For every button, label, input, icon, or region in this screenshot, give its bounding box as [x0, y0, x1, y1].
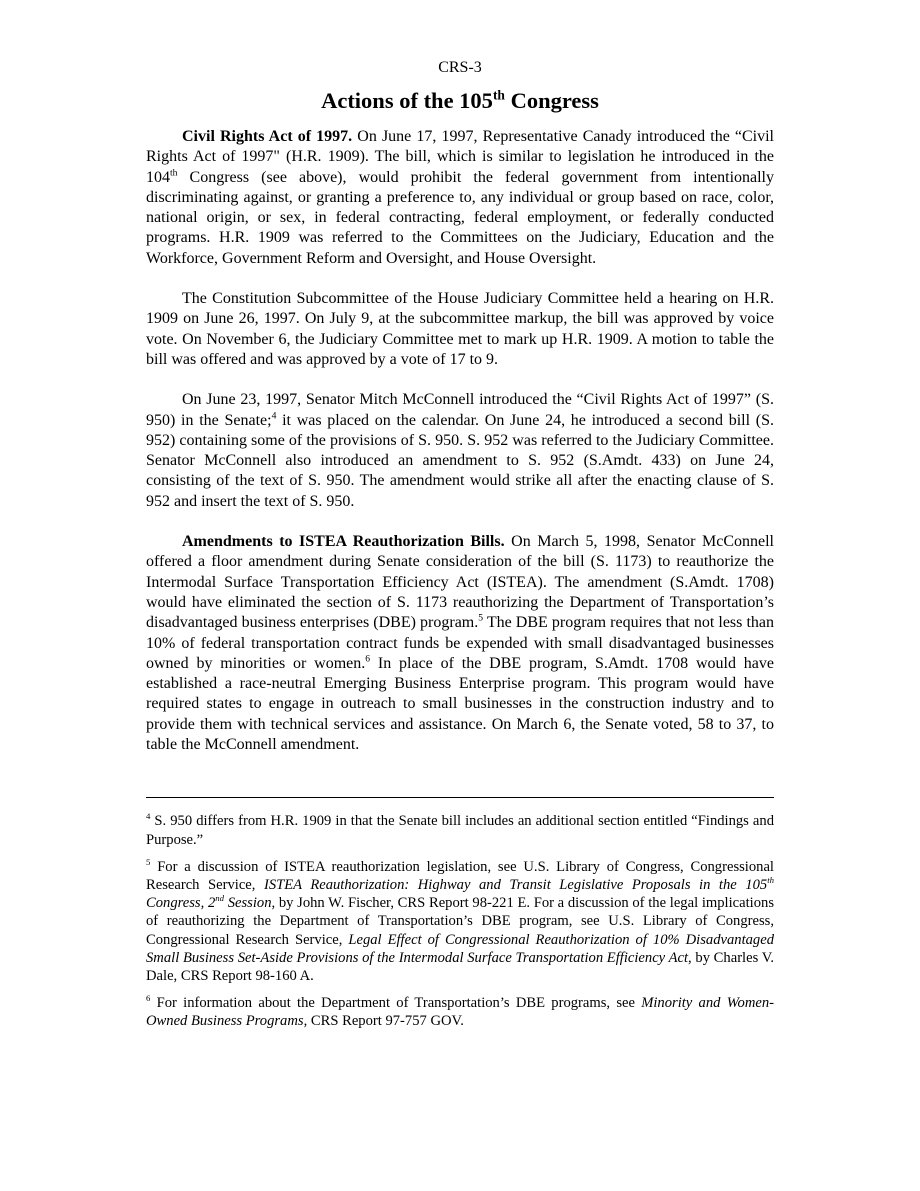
citation-title: Legal Effect of Congressional Reauthorization of 10% Disadvantaged Small Business Set-Aside Provisions of the Intermodal Surface Transportation Efficiency Act [146, 931, 774, 966]
footnote-5 [146, 858, 774, 985]
superscript: nd [215, 893, 224, 904]
footnote-ref-4[interactable]: 4 [271, 410, 277, 422]
superscript: th [170, 167, 178, 179]
paragraph-text: On June 23, 1997, Senator Mitch McConnell introduced the “Civil Rights Act of 1997” (S. 950) in the Senate; [146, 391, 774, 429]
footnote-number: 5 [146, 856, 151, 867]
citation-title: Minority and Women-Owned Business Programs [146, 995, 774, 1030]
paragraph-text: it was placed on the calendar. On June 24, he introduced a second bill (S. 952) containing some of the provisions of S. 950. S. 952 was referred to the Judiciary Committee. Senator McConnell also introduced an amendment to S. 952 (S.Amdt. 433) on June 24, consisting of the text of S. 950. The amendment would strike all after the enacting clause of S. 952 and insert the text of S. 950. [146, 411, 774, 510]
footnote-text: , by John W. Fischer, CRS Report 98-221 E. For a discussion of the legal implications of reauthorizing the Department of Transportation’s DBE program, see U.S. Library of Congress, Congressional Research Service, [146, 895, 774, 948]
footnote-text: , by Charles V. Dale, CRS Report 98-160 A. [146, 949, 775, 984]
paragraph-heading: Amendments to ISTEA Reauthorization Bills. [182, 533, 505, 551]
superscript: th [767, 875, 774, 886]
title-prefix: Actions of the 105 [321, 88, 493, 113]
footnote-text: , CRS Report 97-757 GOV. [303, 1013, 464, 1030]
citation-title-part: Session [224, 895, 272, 912]
paragraph-text: The Constitution Subcommittee of the House Judiciary Committee held a hearing on H.R. 1909 on June 26, 1997. On July 9, at the subcommittee markup, the bill was approved by voice vote. On November 6, the Judiciary Committee met to mark up H.R. 1909. A motion to table the bill was offered and was approved by a vote of 17 to 9. [146, 290, 774, 368]
footnote-divider [146, 797, 774, 798]
paragraph-senate-bill [146, 390, 774, 512]
paragraph-civil-rights-act [146, 127, 774, 269]
paragraph-subcommittee-hearing [146, 289, 774, 370]
document-page [146, 50, 774, 1040]
footnote-4 [146, 812, 774, 848]
paragraph-istea-amendments [146, 532, 774, 755]
footnote-text: For information about the Department of Transportation’s DBE programs, see [150, 995, 642, 1012]
footnote-6 [146, 994, 774, 1030]
title-suffix: Congress [504, 88, 599, 113]
footnote-ref-5[interactable]: 5 [478, 612, 484, 624]
footnote-number: 4 [146, 811, 151, 822]
citation-title-part: ISTEA Reauthorization: Highway and Transit Legislative Proposals in the 105 [263, 876, 768, 893]
page-number-label: CRS-3 [438, 59, 482, 76]
footnote-ref-6[interactable]: 6 [365, 653, 371, 665]
footnote-text: S. 950 differs from H.R. 1909 in that the Senate bill includes an additional section entitled “Findings and Purpose.” [146, 813, 774, 848]
page-title [146, 87, 774, 115]
paragraph-heading: Civil Rights Act of 1997. [182, 128, 353, 145]
paragraph-text: Congress (see above), would prohibit the federal government from intentionally discriminating against, or granting a preference to, any individual or group based on race, color, national origin, or sex, in federal contracting, federal employment, or federally conducted programs. H.R. 1909 was referred to the Committees on the Judiciary, Education and the Workforce, Government Reform and Oversight, and House Oversight. [146, 168, 774, 267]
paragraph-text: On March 5, 1998, Senator McConnell offered a floor amendment during Senate consideration of the bill (S. 1173) to reauthorize the Intermodal Surface Transportation Efficiency Act (ISTEA). The amendment (S.Amdt. 1708) would have eliminated the section of S. 1173 reauthorizing the Department of Transportation’s disadvantaged business enterprises (DBE) program. [146, 533, 774, 632]
paragraph-text: The DBE program requires that not less than 10% of federal transportation contract funds be expended with small disadvantaged businesses owned by minorities or women. [146, 614, 774, 672]
title-superscript: th [492, 87, 505, 103]
citation-title-part: Congress, 2 [146, 895, 216, 912]
footnote-number: 6 [146, 993, 151, 1004]
paragraph-text: On June 17, 1997, Representative Canady introduced the “Civil Rights Act of 1997" (H.R. 1909). The bill, which is similar to legislation he introduced in the 104 [146, 128, 775, 186]
footnote-text: For a discussion of ISTEA reauthorization legislation, see U.S. Library of Congress, Congressional Research Service, [146, 858, 774, 893]
paragraph-text: In place of the DBE program, S.Amdt. 1708 would have established a race-neutral Emerging Business Enterprise program. This program would have required states to engage in outreach to small businesses in the construction industry and to provide them with technical services and assistance. On March 6, the Senate voted, 58 to 37, to table the McConnell amendment. [146, 654, 775, 754]
